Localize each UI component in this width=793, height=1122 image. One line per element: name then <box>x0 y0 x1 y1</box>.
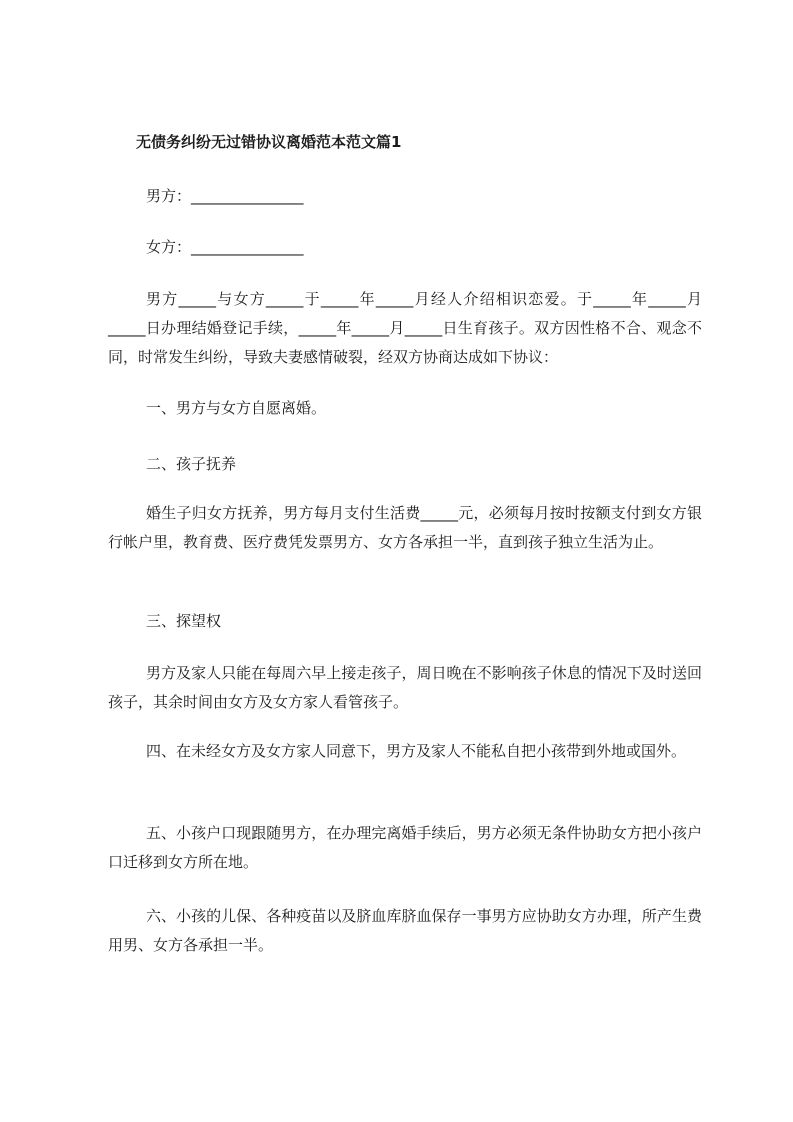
clause-1: 一、男方与女方自愿离婚。 <box>146 399 327 417</box>
clause-5: 五、小孩户口现跟随男方，在办理完离婚手续后，男方必须无条件协助女方把小孩户口迁移到女方所在地。 <box>108 824 702 871</box>
intro-paragraph: 男方_____与女方_____于_____年_____月经人介绍相识恋爱。于_____年_____月_____日办理结婚登记手续，_____年_____月_____日生育孩子。双方因性格不合、观念不同，时常发生纠纷，导致夫妻感情破裂，经双方协商达成如下协议： <box>108 290 702 366</box>
female-party-line: 女方：_______________ <box>146 238 304 256</box>
clause-3-heading: 三、探望权 <box>146 612 222 630</box>
clause-2-heading: 二、孩子抚养 <box>146 455 237 473</box>
male-party-line: 男方：_______________ <box>146 187 304 205</box>
clause-6: 六、小孩的儿保、各种疫苗以及脐血库脐血保存一事男方应协助女方办理，所产生费用男、女方各承担一半。 <box>108 907 702 954</box>
clause-4: 四、在未经女方及女方家人同意下，男方及家人不能私自把小孩带到外地或国外。 <box>146 742 687 760</box>
document-title: 无债务纠纷无过错协议离婚范本范文篇1 <box>136 133 402 151</box>
clause-2-body: 婚生子归女方抚养，男方每月支付生活费_____元，必须每月按时按额支付到女方银行帐户里，教育费、医疗费凭发票男方、女方各承担一半，直到孩子独立生活为止。 <box>108 504 702 551</box>
clause-3-body: 男方及家人只能在每周六早上接走孩子，周日晚在不影响孩子休息的情况下及时送回孩子，其余时间由女方及女方家人看管孩子。 <box>108 664 702 711</box>
